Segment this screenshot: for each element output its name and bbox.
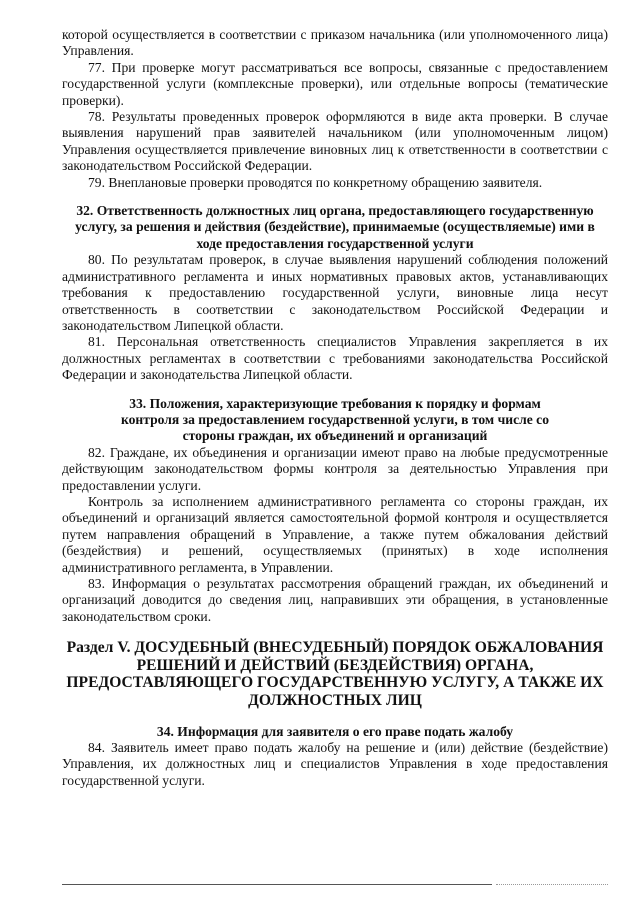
spacer bbox=[62, 625, 608, 639]
paragraph-83: 83. Информация о результатах рассмотрения обращений граждан, их объединений и организаций доводится до сведения лиц, направивших эти обращения, в установленные законодательством сроки. bbox=[62, 576, 608, 624]
document-page bbox=[62, 27, 608, 789]
section-33-heading: 33. Положения, характеризующие требования к порядку и формам контроля за предоставлением государственной услуги, в том числе со стороны граждан, их объединений и организаций bbox=[120, 395, 550, 444]
paragraph-77: 77. При проверке могут рассматриваться все вопросы, связанные с предоставлением государственной услуги (комплексные проверки), или отдельные вопросы (тематические проверки). bbox=[62, 59, 608, 108]
section-34-heading: 34. Информация для заявителя о его праве подать жалобу bbox=[156, 723, 514, 739]
paragraph-82: 82. Граждане, их объединения и организации имеют право на любые предусмотренные действующим законодательством формы контроля за деятельностью Управления при предоставлении услуги. bbox=[62, 444, 608, 493]
paragraph-78: 78. Результаты проведенных проверок оформляются в виде акта проверки. В случае выявления нарушений прав заявителей начальником (или уполномоченным лицом) Управления осуществляется привлечение виновных лиц к ответственности в соответствии с законодательством Российской Федерации. bbox=[62, 109, 608, 174]
paragraph-81: 81. Персональная ответственность специалистов Управления закрепляется в их должностных регламентах в соответствии с требованиями законодательства Российской Федерации и законодательства Липецкой области. bbox=[62, 334, 608, 383]
spacer bbox=[62, 384, 608, 396]
spacer bbox=[62, 191, 608, 203]
footer-rule bbox=[62, 884, 492, 885]
spacer bbox=[62, 710, 608, 724]
paragraph-84: 84. Заявитель имеет право подать жалобу на решение и (или) действие (бездействие) Управления, их должностных лиц и специалистов Управления в ходе предоставления государственной услуги. bbox=[62, 740, 608, 788]
footer-rule-dotted bbox=[496, 884, 608, 885]
part-5-heading: Раздел V. ДОСУДЕБНЫЙ (ВНЕСУДЕБНЫЙ) ПОРЯДОК ОБЖАЛОВАНИЯ РЕШЕНИЙ И ДЕЙСТВИЙ (БЕЗДЕЙСТВИЯ) ОРГАНА, ПРЕДОСТАВЛЯЮЩЕГО ГОСУДАРСТВЕННУЮ УСЛУГУ, А ТАКЖЕ ИХ ДОЛЖНОСТНЫХ ЛИЦ bbox=[66, 639, 604, 709]
section-32-heading: 32. Ответственность должностных лиц органа, предоставляющего государственную услугу, за решения и действия (бездействие), принимаемые (осуществляемые) ими в ходе предоставления государственной услуги bbox=[75, 203, 595, 251]
paragraph-80: 80. По результатам проверок, в случае выявления нарушений соблюдения положений административного регламента и иных нормативных правовых актов, устанавливающих требования к предоставлению государственной услуги, виновные лица несут ответственность в соответствии с законодательством Российской Федерации и законодательством Липецкой области. bbox=[62, 252, 608, 333]
paragraph-continuation: которой осуществляется в соответствии с приказом начальника (или уполномоченного лица) Управления. bbox=[62, 27, 608, 59]
paragraph-79: 79. Внеплановые проверки проводятся по конкретному обращению заявителя. bbox=[88, 174, 543, 190]
paragraph-control: Контроль за исполнением административного регламента со стороны граждан, их объединений и организаций является самостоятельной формой контроля и осуществляется путем направления обращений в Управление, а также путем обжалования действий (бездействия) и решений, осуществляемых (принятых) в ходе исполнения административного регламента, в Управлении. bbox=[62, 493, 608, 575]
